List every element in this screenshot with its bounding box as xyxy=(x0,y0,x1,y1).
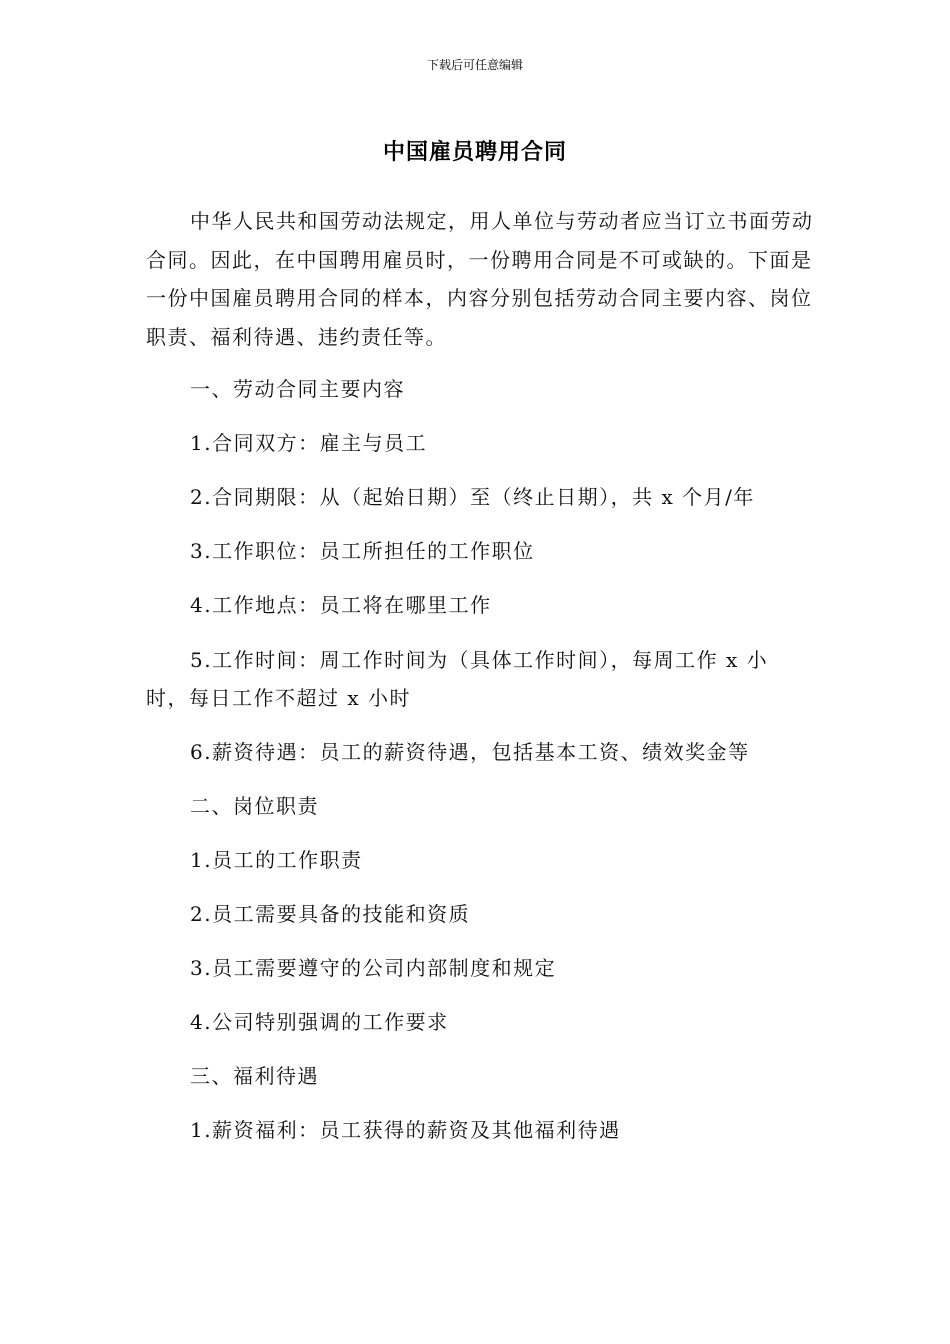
section-heading-benefits: 三、福利待遇 xyxy=(190,1064,319,1088)
section-heading-job-duties: 二、岗位职责 xyxy=(190,794,319,818)
contract-item-position: 3.工作职位：员工所担任的工作职位 xyxy=(190,539,535,563)
document-title: 中国雇员聘用合同 xyxy=(382,140,567,165)
contract-item-term: 2.合同期限：从（起始日期）至（终止日期），共 x 个月/年 xyxy=(190,485,755,509)
duty-item-responsibilities: 1.员工的工作职责 xyxy=(190,848,363,872)
section-heading-contract-content: 一、劳动合同主要内容 xyxy=(190,377,405,401)
contract-item-salary: 6.薪资待遇：员工的薪资待遇，包括基本工资、绩效奖金等 xyxy=(190,740,750,764)
duty-item-skills: 2.员工需要具备的技能和资质 xyxy=(190,902,471,926)
intro-paragraph: 中华人民共和国劳动法规定，用人单位与劳动者应当订立书面劳动合同。因此，在中国聘用雇员时，一份聘用合同是不可或缺的。下面是一份中国雇员聘用合同的样本，内容分别包括劳动合同主要内容、岗位职责、福利待遇、违约责任等。 xyxy=(146,209,814,349)
duty-item-rules: 3.员工需要遵守的公司内部制度和规定 xyxy=(190,956,557,980)
header-note: 下载后可任意编辑 xyxy=(426,58,523,72)
benefit-item-salary: 1.薪资福利：员工获得的薪资及其他福利待遇 xyxy=(190,1118,621,1142)
contract-item-working-hours: 5.工作时间：周工作时间为（具体工作时间），每周工作 x 小时，每日工作不超过 x 小时 xyxy=(146,648,769,710)
contract-item-location: 4.工作地点：员工将在哪里工作 xyxy=(190,593,492,617)
duty-item-requirements: 4.公司特别强调的工作要求 xyxy=(190,1010,449,1034)
contract-item-parties: 1.合同双方：雇主与员工 xyxy=(190,431,428,455)
